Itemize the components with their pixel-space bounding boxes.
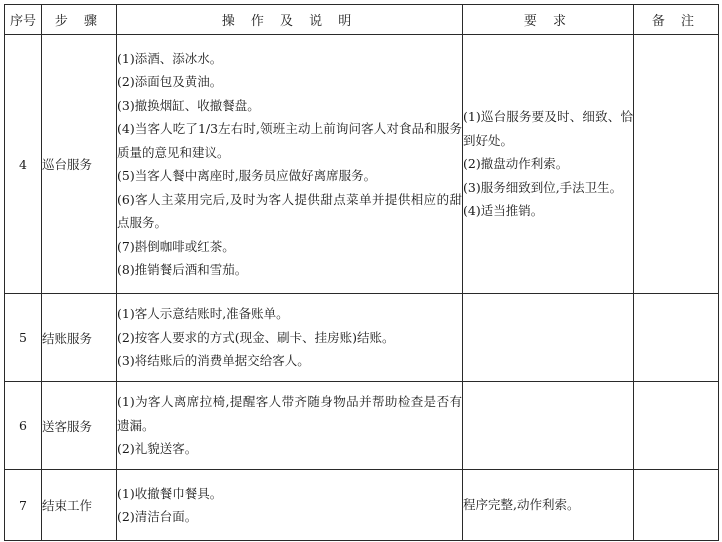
desc-line: (2)清洁台面。	[117, 509, 198, 524]
desc-line: (2)礼貌送客。	[117, 441, 198, 457]
req-line: (1)巡台服务要及时、细致、恰到好处。	[463, 109, 633, 148]
header-desc: 操 作 及 说 明	[117, 5, 463, 35]
desc-line: (5)当客人餐中离座时,服务员应做好离席服务。	[117, 168, 377, 183]
table-row	[5, 470, 719, 541]
row-seq: 4	[5, 35, 42, 294]
row-req	[463, 294, 634, 382]
row-note	[634, 35, 719, 294]
req-line: (4)适当推销。	[463, 203, 544, 219]
procedure-table	[4, 4, 719, 541]
table-header	[5, 5, 719, 35]
desc-line: (6)客人主菜用完后,及时为客人提供甜点菜单并提供相应的甜点服务。	[117, 191, 462, 230]
desc-line: (3)撤换烟缸、收撤餐盘。	[117, 97, 260, 113]
row-req	[463, 470, 634, 541]
desc-line: (4)当客人吃了1/3左右时,领班主动上前询问客人对食品和服务质量的意见和建议。	[117, 121, 462, 160]
req-line: (2)撤盘动作利索。	[463, 156, 569, 172]
header-req: 要 求	[463, 5, 634, 35]
row-note	[634, 470, 719, 541]
table-row	[5, 382, 719, 470]
desc-line: (1)收撤餐巾餐具。	[117, 485, 223, 501]
row-step: 巡台服务	[42, 35, 117, 294]
row-desc	[117, 382, 463, 470]
table-body	[5, 35, 719, 541]
row-req	[463, 35, 634, 294]
row-seq: 5	[5, 294, 42, 382]
header-step: 步 骤	[42, 5, 117, 35]
row-seq: 6	[5, 382, 42, 470]
row-req	[463, 382, 634, 470]
req-line: (3)服务细致到位,手法卫生。	[463, 179, 623, 195]
row-desc	[117, 35, 463, 294]
row-desc	[117, 470, 463, 541]
desc-line: (2)按客人要求的方式(现金、刷卡、挂房账)结账。	[117, 329, 395, 345]
row-note	[634, 294, 719, 382]
desc-line: (8)推销餐后酒和雪茄。	[117, 262, 248, 277]
desc-line: (7)斟倒咖啡或红茶。	[117, 238, 235, 254]
row-step: 结束工作	[42, 470, 117, 541]
row-desc	[117, 294, 463, 382]
desc-line: (2)添面包及黄油。	[117, 74, 223, 89]
row-seq: 7	[5, 470, 42, 541]
table-row	[5, 294, 719, 382]
desc-line: (1)添酒、添冰水。	[117, 50, 223, 66]
table-row	[5, 35, 719, 294]
header-note: 备 注	[634, 5, 719, 35]
desc-line: (1)为客人离席拉椅,提醒客人带齐随身物品并帮助检查是否有遗漏。	[117, 394, 462, 433]
req-line: 程序完整,动作利索。	[463, 497, 580, 513]
desc-line: (3)将结账后的消费单据交给客人。	[117, 353, 310, 369]
row-note	[634, 382, 719, 470]
header-row	[5, 5, 719, 35]
header-seq: 序号	[5, 5, 42, 35]
row-step: 结账服务	[42, 294, 117, 382]
desc-line: (1)客人示意结账时,准备账单。	[117, 306, 289, 322]
row-step: 送客服务	[42, 382, 117, 470]
